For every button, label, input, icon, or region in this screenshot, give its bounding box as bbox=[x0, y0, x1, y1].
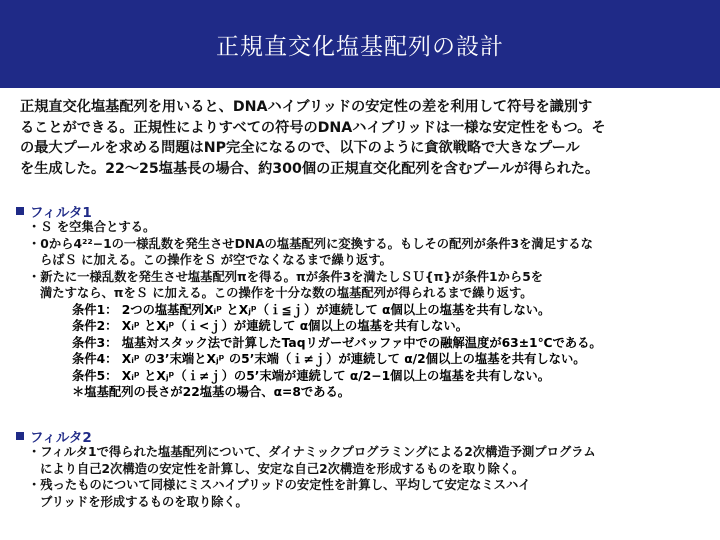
item-line: ・0から4²²−1の一様乱数を発生させDNAの塩基配列に変換する。もしその配列が条件3を満足するな bbox=[28, 236, 593, 251]
filter1-heading-label: フィルタ1 bbox=[30, 205, 92, 221]
condition-line: 条件3： 塩基対スタック法で計算したTaqリガーゼバッファ中での融解温度が63±1℃である。 bbox=[72, 335, 602, 350]
intro-line: の最大プールを求める問題はNP完全になるので、以下のように貪欲戦略で大きなプール bbox=[20, 140, 580, 156]
filter2-heading bbox=[16, 428, 706, 444]
filter1-item bbox=[16, 219, 706, 236]
condition-line: 条件1： 2つの塩基配列Xᵢᵖ とXⱼᵖ（ｉ≦ｊ）が連続して α個以上の塩基を共有しない。 bbox=[72, 302, 551, 317]
filter2-item bbox=[16, 477, 706, 510]
item-line: ブリッドを形成するものを取り除く。 bbox=[40, 494, 248, 509]
intro-paragraph bbox=[20, 97, 708, 179]
square-bullet-icon bbox=[16, 432, 24, 440]
filter1-item bbox=[16, 269, 706, 302]
item-line: ・新たに一様乱数を発生させ塩基配列πを得る。πが条件3を満たしＳＵ{π}が条件1から5を bbox=[28, 269, 544, 284]
slide-title-bar bbox=[0, 0, 720, 88]
intro-line: ることができる。正規性によりすべての符号のDNAハイブリッドは一様な安定性をもつ。そ bbox=[20, 119, 606, 136]
filter1-item bbox=[16, 236, 706, 269]
intro-line: を生成した。22～25塩基長の場合、約300個の正規直交化配列を含むプールが得られた。 bbox=[20, 160, 600, 177]
filter1-section bbox=[16, 203, 706, 401]
condition-note: ＊塩基配列の長さが22塩基の場合、α=8である。 bbox=[72, 385, 351, 399]
item-line: ・Ｓ を空集合とする。 bbox=[28, 220, 156, 234]
condition-line: 条件4： Xᵢᵖ の3’末端とXⱼᵖ の5’末端（ｉ≠ｊ）が連続して α/2個以上の塩基を共有しない。 bbox=[72, 352, 586, 366]
slide-title: 正規直交化塩基配列の設計 bbox=[216, 33, 504, 60]
filter2-section bbox=[16, 428, 706, 510]
item-line: ・残ったものについて同様にミスハイブリッドの安定性を計算し、平均して安定なミスハイ bbox=[28, 478, 531, 492]
filter1-heading bbox=[16, 203, 706, 219]
item-line: らばＳ に加える。この操作をＳ が空でなくなるまで繰り返す。 bbox=[40, 253, 392, 267]
intro-line: 正規直交化塩基配列を用いると、DNAハイブリッドの安定性の差を利用して符号を識別す bbox=[20, 99, 593, 115]
condition-line: 条件2： Xᵢᵖ とXⱼᵖ（ｉ<ｊ）が連続して α個以上の塩基を共有しない。 bbox=[72, 319, 469, 333]
square-bullet-icon bbox=[16, 207, 24, 215]
filter2-heading-label: フィルタ2 bbox=[30, 430, 92, 446]
filter2-item bbox=[16, 444, 706, 477]
condition-line: 条件5： Xᵢᵖ とXⱼᵖ（ｉ≠ｊ）の5’末端が連続して α/2−1個以上の塩基を共有しない。 bbox=[72, 368, 551, 383]
item-line: により自己2次構造の安定性を計算し、安定な自己2次構造を形成するものを取り除く。 bbox=[40, 461, 525, 476]
item-line: ・フィルタ1で得られた塩基配列について、ダイナミックプログラミングによる2次構造予測プログラム bbox=[28, 445, 596, 459]
item-line: 満たすなら、πをＳ に加える。この操作を十分な数の塩基配列が得られるまで繰り返す。 bbox=[40, 286, 533, 300]
